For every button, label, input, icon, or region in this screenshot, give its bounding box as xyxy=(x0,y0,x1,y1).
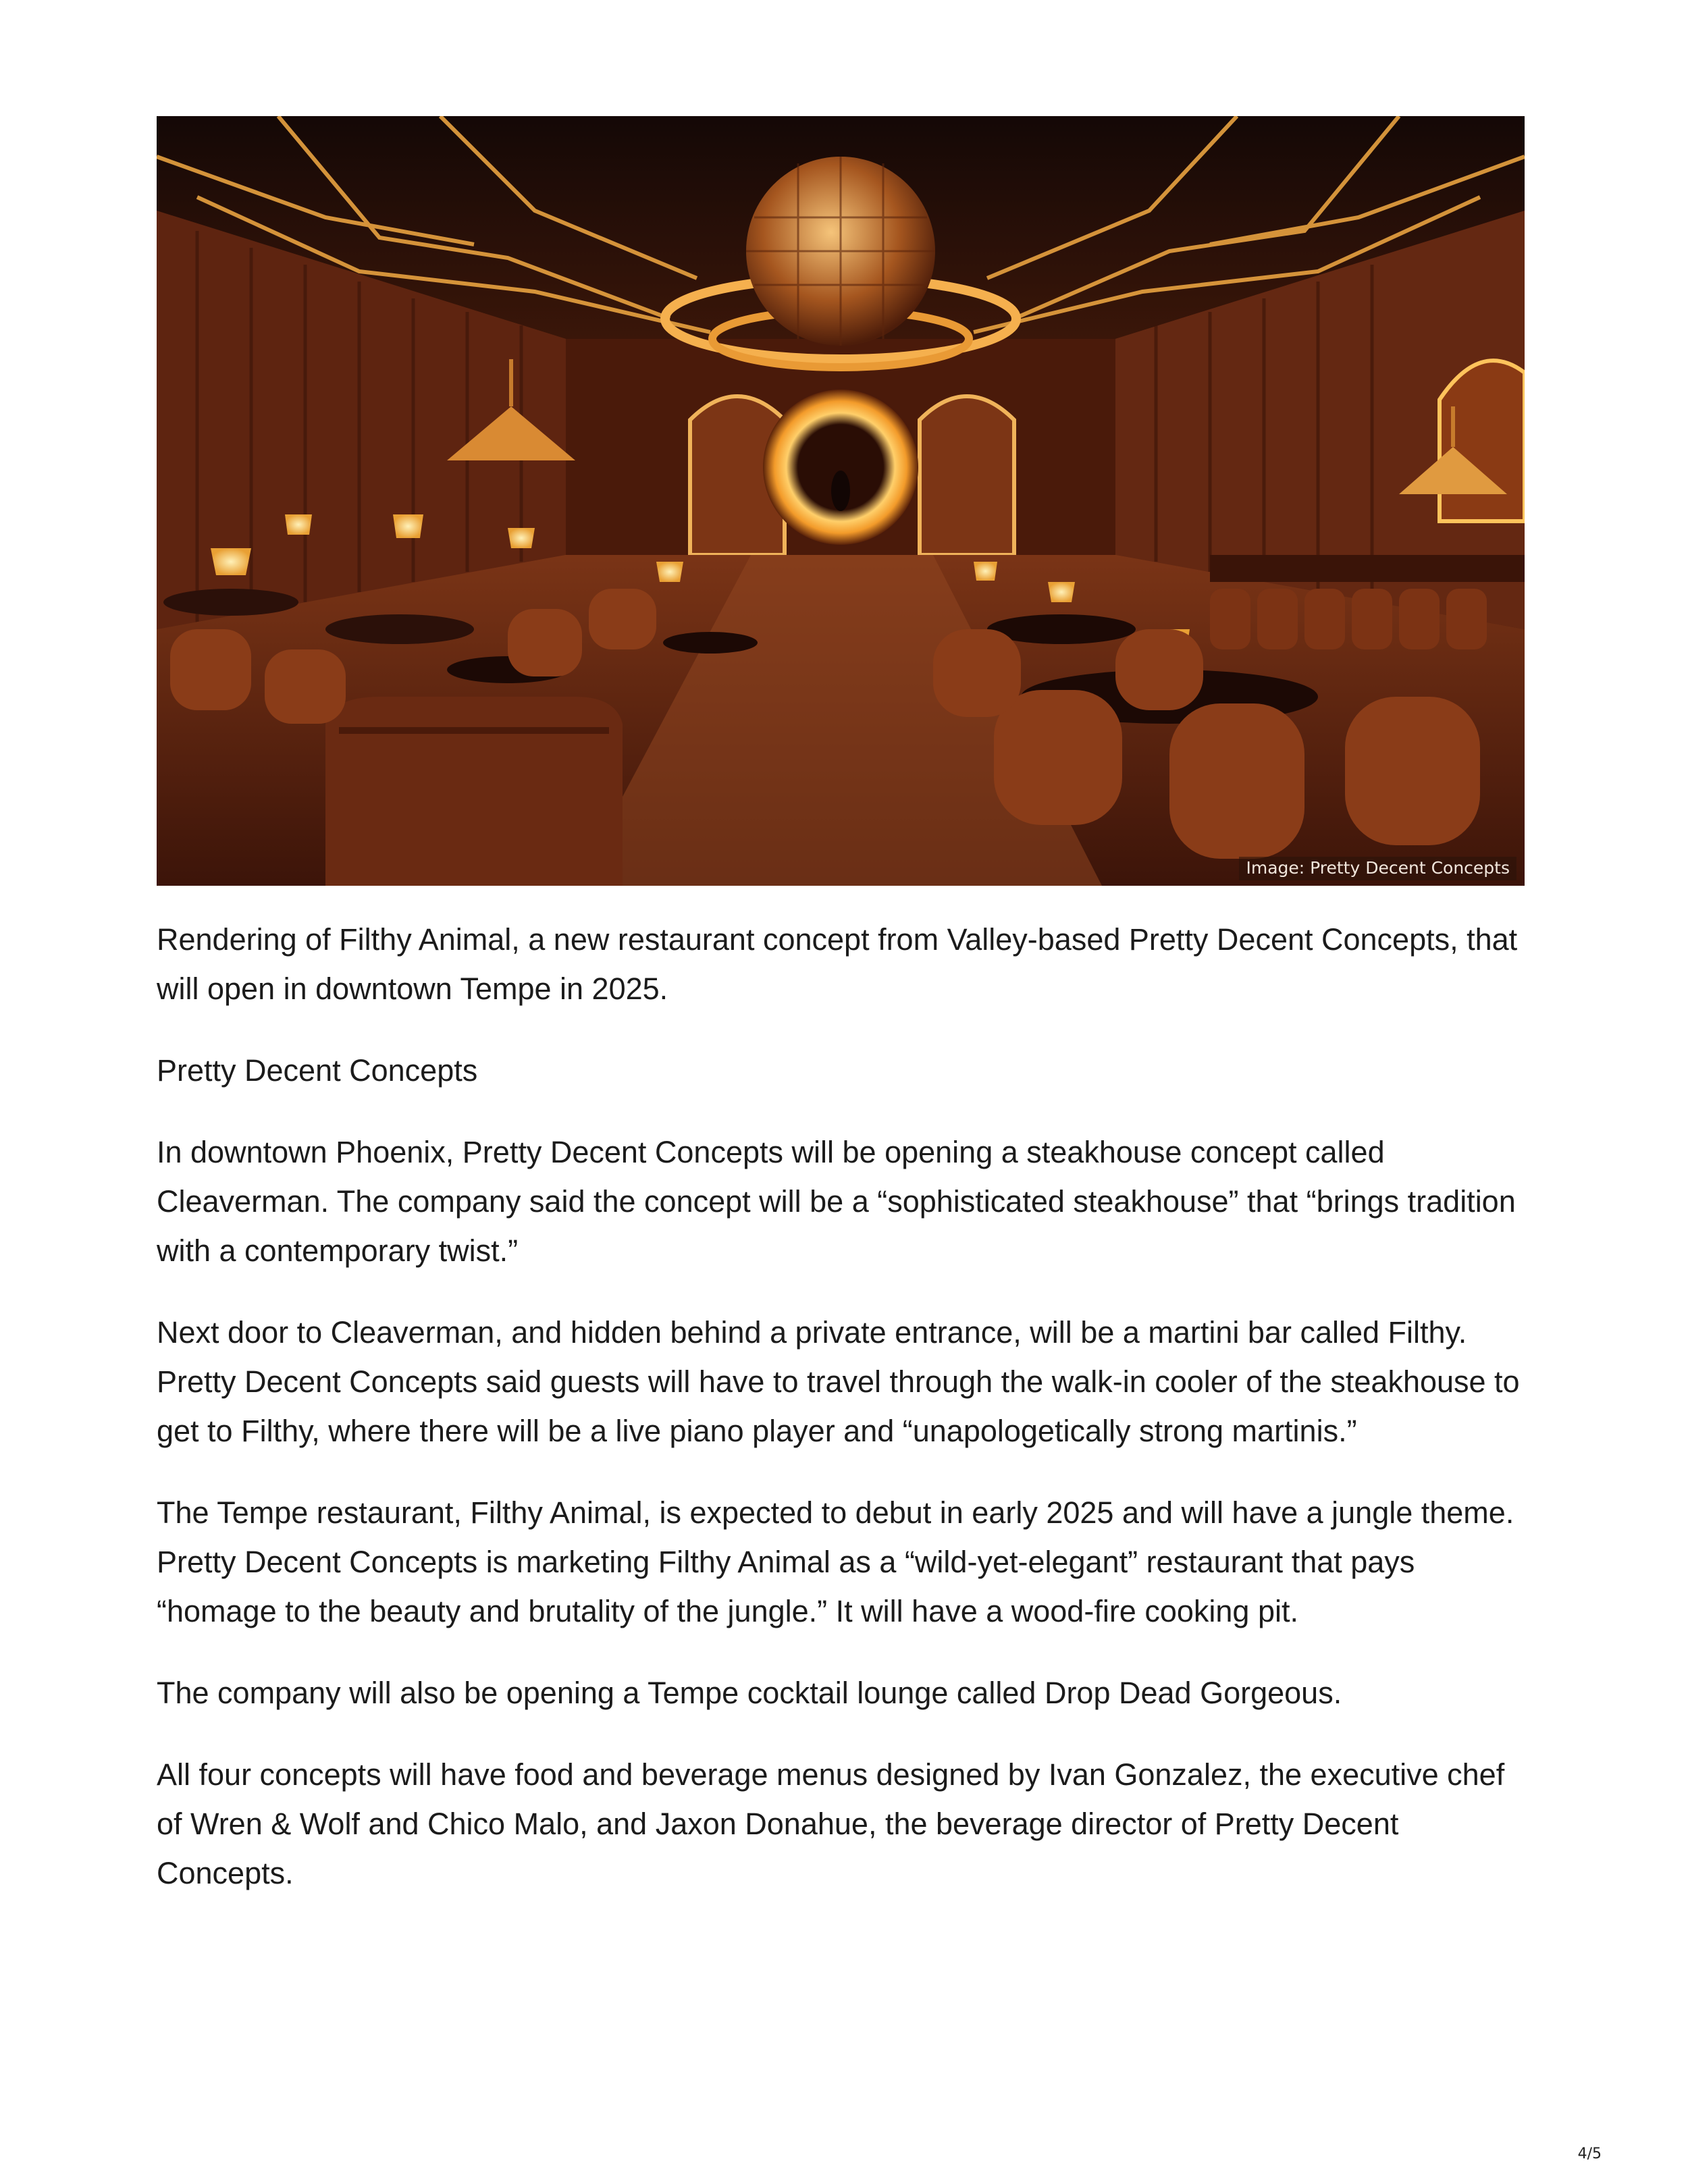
restaurant-rendering-image xyxy=(157,116,1525,886)
restaurant-interior-illustration xyxy=(157,116,1525,886)
image-caption: Rendering of Filthy Animal, a new restaurant concept from Valley-based Pretty Decent Concepts, that will open in downtown Tempe in 2025. xyxy=(157,922,1518,1006)
image-credit: Image: Pretty Decent Concepts xyxy=(1239,857,1516,880)
paragraph-menus: All four concepts will have food and beverage menus designed by Ivan Gonzalez, the executive chef of Wren & Wolf and Chico Malo, and Jaxon Donahue, the beverage director of Pretty Decent Concepts. xyxy=(157,1757,1505,1890)
article-body xyxy=(157,915,1527,1930)
paragraph-cleaverman: In downtown Phoenix, Pretty Decent Concepts will be opening a steakhouse concept called Cleaverman. The company said the concept will be a “sophisticated steakhouse” that “brings tradition with a contemporary twist.” xyxy=(157,1135,1516,1268)
paragraph-drop-dead-gorgeous: The company will also be opening a Tempe cocktail lounge called Drop Dead Gorgeous. xyxy=(157,1676,1342,1710)
paragraph-filthy-animal: The Tempe restaurant, Filthy Animal, is expected to debut in early 2025 and will have a jungle theme. Pretty Decent Concepts is marketing Filthy Animal as a “wild-yet-elegant” restaurant that pays “homage to the beauty and brutality of the jungle.” It will have a wood-fire cooking pit. xyxy=(157,1495,1514,1628)
page-number: 4/5 xyxy=(1577,2146,1602,2162)
paragraph-filthy: Next door to Cleaverman, and hidden behind a private entrance, will be a martini bar called Filthy. Pretty Decent Concepts said guests will have to travel through the walk-in cooler of the steakhouse to get to Filthy, where there will be a live piano player and “unapologetically strong martinis.” xyxy=(157,1315,1520,1448)
photo-credit-line: Pretty Decent Concepts xyxy=(157,1053,478,1088)
